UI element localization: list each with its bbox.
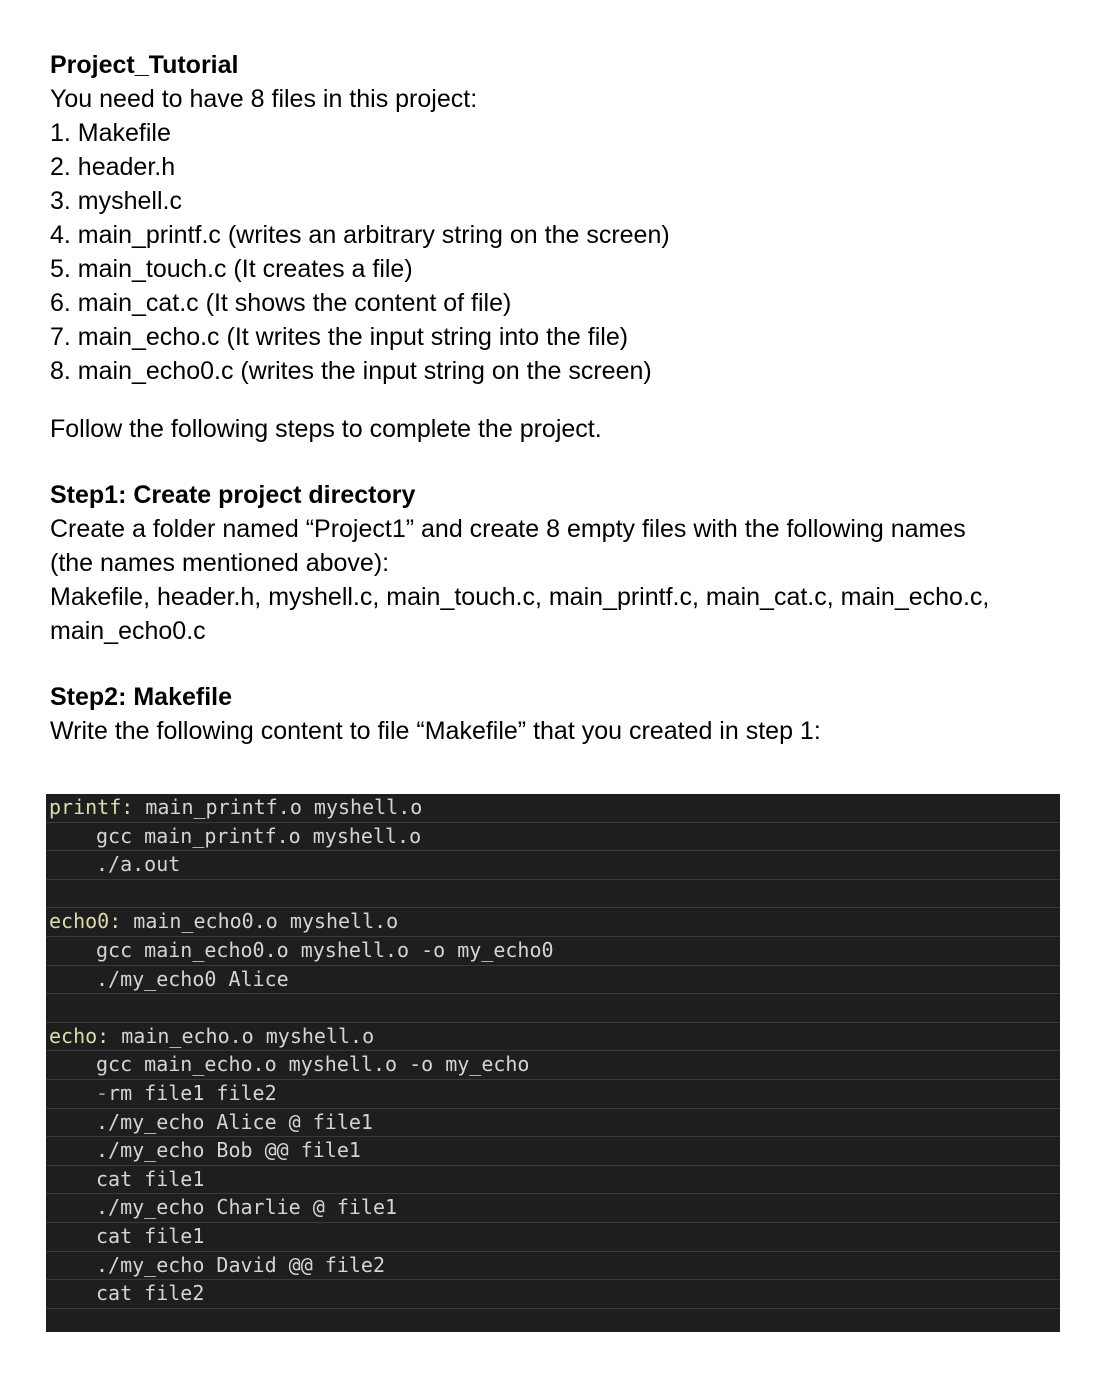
step1-file-names: main_echo0.c: [50, 617, 206, 645]
code-line: cat file1: [46, 1223, 1060, 1252]
code-line: gcc main_printf.o myshell.o: [46, 823, 1060, 852]
file-list-item: 5. main_touch.c (It creates a file): [50, 255, 413, 283]
code-line: ./my_echo Bob @@ file1: [46, 1137, 1060, 1166]
code-line: cat file1: [46, 1166, 1060, 1195]
code-line: [46, 908, 1060, 937]
ignore-error-prefix: -: [96, 1080, 109, 1105]
step1-heading: Step1: Create project directory: [50, 481, 416, 509]
code-line: [46, 1080, 1060, 1109]
make-deps: main_echo0.o myshell.o: [121, 909, 399, 934]
code-line: gcc main_echo.o myshell.o -o my_echo: [46, 1051, 1060, 1080]
make-target: echo:: [49, 1023, 110, 1048]
file-list-item: 4. main_printf.c (writes an arbitrary string on the screen): [50, 221, 670, 249]
command-text: rm file1 file2: [108, 1080, 277, 1105]
file-list-item: 6. main_cat.c (It shows the content of file): [50, 289, 512, 317]
code-line: ./my_echo0 Alice: [46, 966, 1060, 995]
code-line: ./my_echo David @@ file2: [46, 1252, 1060, 1281]
step2-heading: Step2: Makefile: [50, 683, 233, 711]
code-line: ./a.out: [46, 851, 1060, 880]
step1-text: Create a folder named “Project1” and create 8 empty files with the following names: [50, 515, 966, 543]
file-list-item: 3. myshell.c: [50, 187, 182, 215]
code-line: ./my_echo Alice @ file1: [46, 1109, 1060, 1138]
file-list: [50, 116, 1060, 388]
code-line-empty: [46, 994, 1060, 1023]
code-line-empty: [46, 880, 1060, 909]
make-deps: main_echo.o myshell.o: [109, 1023, 375, 1048]
intro-text: You need to have 8 files in this project:: [50, 85, 478, 113]
makefile-code-block: [46, 794, 1060, 1332]
make-deps: main_printf.o myshell.o: [133, 795, 423, 819]
code-line: ./my_echo Charlie @ file1: [46, 1194, 1060, 1223]
file-list-item: 1. Makefile: [50, 119, 171, 147]
make-target: echo0:: [49, 909, 122, 934]
file-list-item: 2. header.h: [50, 153, 176, 181]
document-body: [50, 48, 1060, 748]
page-title: Project_Tutorial: [50, 51, 239, 79]
file-list-item: 7. main_echo.c (It writes the input string into the file): [50, 323, 629, 351]
code-line: [46, 794, 1060, 823]
follow-text: Follow the following steps to complete the project.: [50, 415, 602, 443]
step2-text: Write the following content to file “Makefile” that you created in step 1:: [50, 717, 821, 745]
step1-file-names: Makefile, header.h, myshell.c, main_touch.c, main_printf.c, main_cat.c, main_echo.c,: [50, 583, 990, 611]
step1-text: (the names mentioned above):: [50, 549, 390, 577]
code-line: cat file2: [46, 1280, 1060, 1309]
file-list-item: 8. main_echo0.c (writes the input string on the screen): [50, 357, 652, 385]
code-line: gcc main_echo0.o myshell.o -o my_echo0: [46, 937, 1060, 966]
code-line: [46, 1023, 1060, 1052]
make-target: printf:: [49, 795, 134, 819]
